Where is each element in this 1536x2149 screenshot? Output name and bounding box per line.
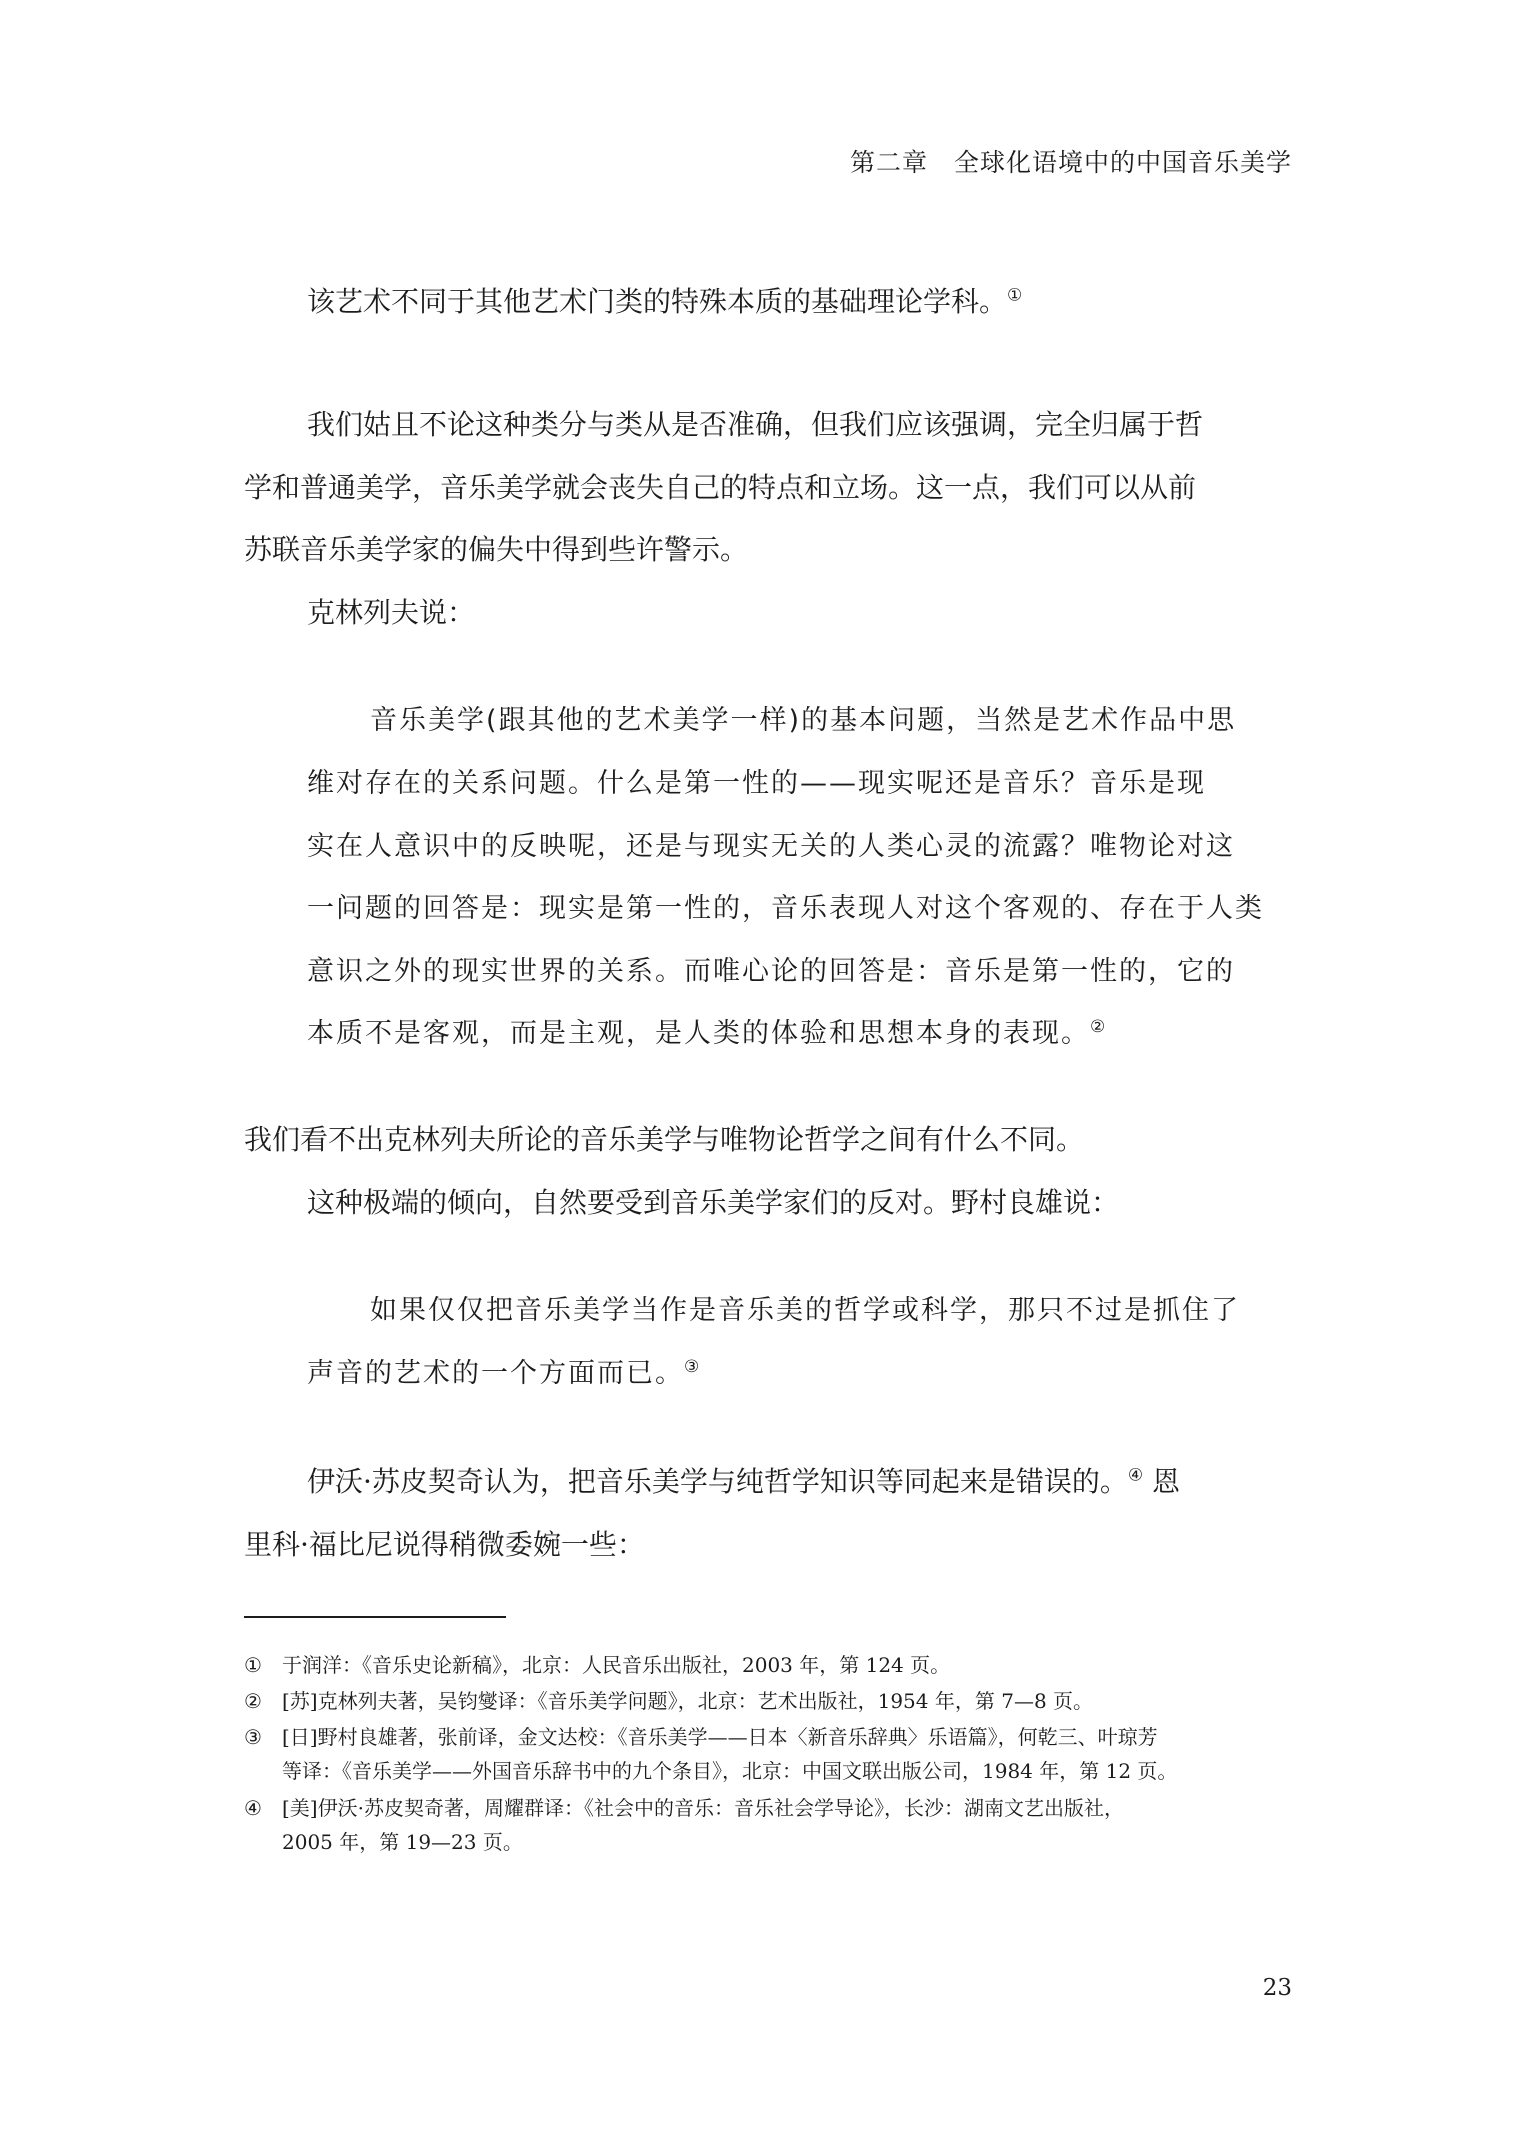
footnote-mark: ① [244,1653,262,1677]
footnote-reference[interactable]: ③ [684,1357,702,1377]
body-line: 里科·福比尼说得稍微委婉一些： [244,1528,645,1561]
body-text: 伊沃·苏皮契奇认为，把音乐美学与纯哲学知识等同起来是错误的。 [307,1465,1128,1498]
page-number: 23 [1262,1975,1292,2001]
body-line [307,1466,1180,1498]
quote-line: 维对存在的关系问题。什么是第一性的——现实呢还是音乐？音乐是现 [307,768,1206,799]
quote-line: 音乐美学(跟其他的艺术美学一样)的基本问题，当然是艺术作品中思 [370,705,1237,736]
quote-line [307,1358,701,1390]
running-header: 第二章 全球化语境中的中国音乐美学 [849,148,1292,177]
footnote-reference[interactable]: ① [1007,285,1023,306]
body-line: 学和普通美学，音乐美学就会丧失自己的特点和立场。这一点，我们可以从前 [244,471,1197,504]
footnote-mark: ③ [244,1725,262,1749]
body-line: 苏联音乐美学家的偏失中得到些许警示。 [244,533,749,566]
body-line: 我们姑且不论这种类分与类从是否准确，但我们应该强调，完全归属于哲 [307,408,1204,441]
footnote-text: [美]伊沃·苏皮契奇著，周耀群译：《社会中的音乐：音乐社会学导论》，长沙：湖南文艺出版社， [282,1796,1124,1820]
body-text: 该艺术不同于其他艺术门类的特殊本质的基础理论学科。 [307,285,1008,318]
footnote-divider [244,1616,506,1618]
footnote-text: [苏]克林列夫著，吴钧燮译：《音乐美学问题》，北京：艺术出版社，1954 年，第 7—8 页。 [282,1689,1094,1713]
footnote-reference[interactable]: ② [1090,1017,1108,1037]
footnote-mark: ④ [244,1796,262,1820]
footnote-text: 等译：《音乐美学——外国音乐辞书中的九个条目》，北京：中国文联出版公司，1984 年，第 12 页。 [282,1759,1178,1783]
footnote-text: 2005 年，第 19—23 页。 [282,1830,523,1854]
body-line: 克林列夫说： [307,596,476,629]
quote-text: 声音的艺术的一个方面而已。 [307,1358,684,1389]
quote-line: 实在人意识中的反映呢，还是与现实无关的人类心灵的流露？唯物论对这 [307,831,1235,862]
footnote-text: [日]野村良雄著，张前译，金文达校：《音乐美学——日本〈新音乐辞典〉乐语篇》，何乾三、叶琼芳 [282,1725,1158,1749]
footnote-reference[interactable]: ④ [1127,1465,1144,1486]
quote-line: 如果仅仅把音乐美学当作是音乐美的哲学或科学，那只不过是抓住了 [370,1295,1240,1326]
body-line: 我们看不出克林列夫所论的音乐美学与唯物论哲学之间有什么不同。 [244,1123,1085,1156]
body-line [307,286,1022,318]
quote-line: 一问题的回答是：现实是第一性的，音乐表现人对这个客观的、存在于人类 [307,893,1264,924]
quote-line [307,1018,1107,1050]
body-line: 这种极端的倾向，自然要受到音乐美学家们的反对。野村良雄说： [307,1186,1120,1219]
quote-line: 意识之外的现实世界的关系。而唯心论的回答是：音乐是第一性的，它的 [307,956,1235,987]
quote-text: 本质不是客观，而是主观，是人类的体验和思想本身的表现。 [307,1018,1090,1049]
footnote-mark: ② [244,1689,262,1713]
footnote-text: 于润洋：《音乐史论新稿》，北京：人民音乐出版社，2003 年，第 124 页。 [282,1653,951,1677]
body-text: 恩 [1143,1465,1181,1498]
